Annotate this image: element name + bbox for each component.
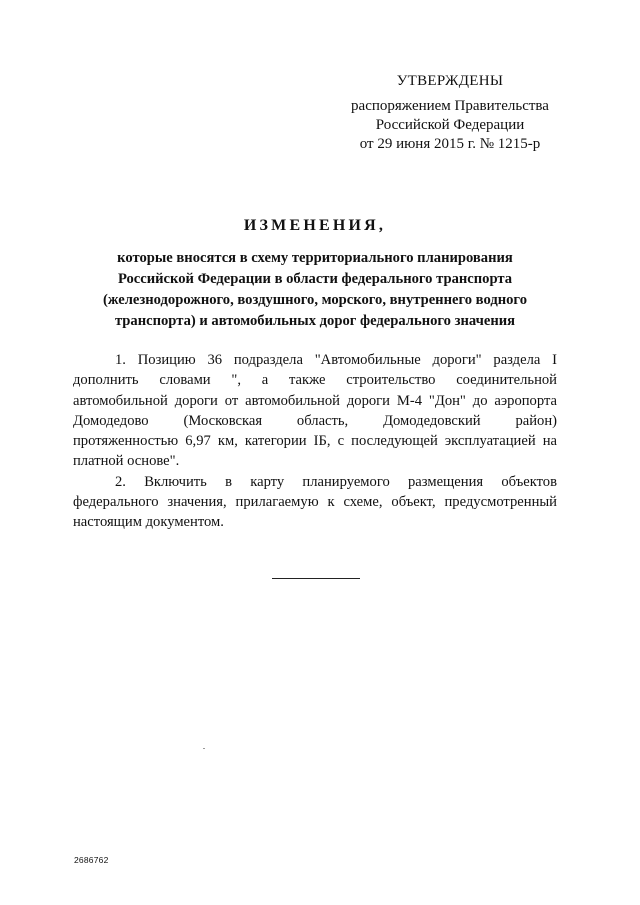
paragraph-line: протяженностью 6,97 км, категории IБ, с последующей эксплуатацией на [73, 433, 557, 450]
subtitle-line: которые вносятся в схему территориального планирования [117, 250, 513, 266]
paragraph-2 [73, 472, 557, 533]
document-body [73, 350, 557, 533]
approval-line-3: от 29 июня 2015 г. № 1215-р [359, 136, 541, 152]
paragraph-line: 2. Включить в карту планируемого размещения объектов [115, 473, 557, 490]
document-subtitle [78, 248, 552, 332]
paragraph-line: платной основе". [73, 453, 180, 470]
paragraph-line: Домодедово (Московская область, Домодедовский район) [73, 412, 557, 429]
subtitle-line: транспорта) и автомобильных дорог федерального значения [114, 313, 516, 329]
approval-stamp [330, 72, 570, 154]
document-title: ИЗМЕНЕНИЯ, [243, 217, 387, 234]
paragraph-1 [73, 350, 557, 472]
subtitle-line: Российской Федерации в области федерального транспорта [117, 271, 513, 287]
paragraph-line: дополнить словами ", а также строительство соединительной [73, 372, 557, 389]
end-separator [272, 578, 360, 579]
document-id: 2686762 [74, 855, 109, 865]
paragraph-line: настоящим документом. [73, 514, 224, 531]
scan-speck [203, 748, 205, 749]
approval-label: УТВЕРЖДЕНЫ [396, 73, 504, 89]
paragraph-line: федерального значения, прилагаемую к схеме, объект, предусмотренный [73, 494, 557, 511]
paragraph-line: 1. Позицию 36 подраздела "Автомобильные дороги" раздела I [115, 352, 557, 368]
subtitle-line: (железнодорожного, воздушного, морского, внутреннего водного [102, 292, 527, 308]
paragraph-line: автомобильной дороги от автомобильной дороги М-4 "Дон" до аэропорта [73, 392, 557, 409]
approval-line-2: Российской Федерации [375, 117, 525, 133]
approval-line-1: распоряжением Правительства [351, 98, 549, 114]
